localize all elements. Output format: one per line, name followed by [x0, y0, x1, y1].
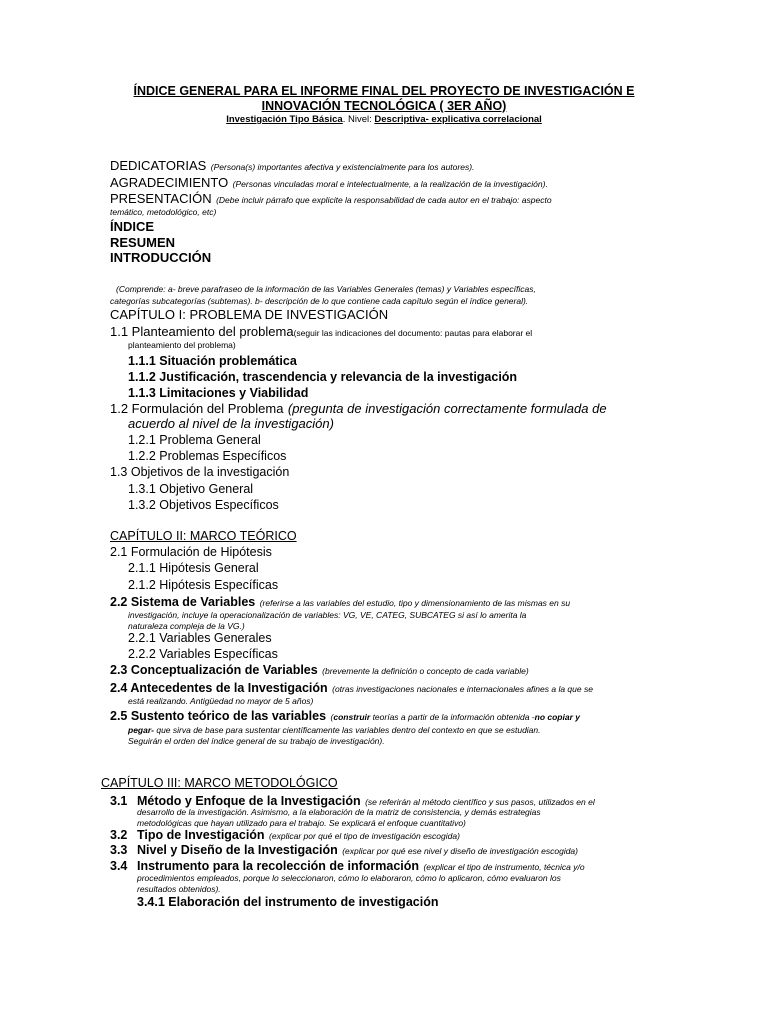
section-2-1: 2.1 Formulación de Hipótesis	[110, 545, 272, 559]
section-2-5-note-2: que sirva de base para sustentar científicamente las variables dentro del contexto en que se estudian.	[153, 725, 541, 735]
introduccion-note-2: categorías subcategorías (subtemas). b- descripción de lo que contiene cada capítulo según el índice general).	[110, 296, 529, 306]
section-2-5-note-nocopiar: no copiar y	[534, 712, 580, 722]
agradecimiento-heading: AGRADECIMIENTO	[110, 175, 229, 190]
section-2-4-note-2: está realizando. Antigüedad no mayor de 5 años)	[128, 696, 314, 706]
section-3-3	[110, 842, 578, 859]
section-3-1-note-1: (se referirán al método científico y sus pasos, utilizados en el	[365, 797, 595, 807]
section-2-5-note-pegar: pegar-	[128, 725, 154, 735]
introduccion-note-1: (Comprende: a- breve parafraseo de la información de las Variables Generales (temas) y Variables específicas,	[116, 284, 536, 294]
section-3-4-note-3: resultados obtenidos).	[137, 884, 221, 894]
section-2-1-2: 2.1.2 Hipótesis Específicas	[128, 578, 279, 592]
subtitle-level: Descriptiva- explicativa correlacional	[374, 114, 542, 125]
dedicatorias-note: (Persona(s) importantes afectiva y existencialmente para los autores).	[210, 162, 475, 172]
section-3-1-number: 3.1	[110, 794, 128, 808]
section-1-2-note-2: acuerdo al nivel de la investigación)	[128, 416, 334, 431]
section-2-3-heading: 2.3 Conceptualización de Variables	[110, 663, 318, 677]
chapter-3-title: CAPÍTULO III: MARCO METODOLÓGICO	[101, 776, 338, 790]
chapter-2-title: CAPÍTULO II: MARCO TEÓRICO	[110, 529, 297, 543]
section-3-4-heading: Instrumento para la recolección de información	[137, 859, 420, 873]
section-1-1-note-1: (seguir las indicaciones del documento: pautas para elaborar el	[293, 328, 533, 338]
section-2-4-heading: 2.4 Antecedentes de la Investigación	[110, 681, 328, 695]
section-2-3-note: (brevemente la definición o concepto de cada variable)	[322, 666, 529, 676]
section-2-3	[110, 662, 529, 679]
section-2-5-heading: 2.5 Sustento teórico de las variables	[110, 709, 327, 723]
introduccion-heading: INTRODUCCIÓN	[110, 250, 212, 265]
subtitle-separator: . Nivel:	[342, 114, 375, 125]
section-1-2-1: 1.2.1 Problema General	[128, 433, 261, 447]
section-2-1-1: 2.1.1 Hipótesis General	[128, 561, 259, 575]
section-1-2-note-1: (pregunta de investigación correctamente formulada de	[287, 401, 607, 416]
section-1-1-2: 1.1.2 Justificación, trascendencia y relevancia de la investigación	[128, 370, 518, 384]
dedicatorias-entry	[110, 158, 474, 175]
section-2-2-note-2: investigación, incluye la operacionalización de variables: VG, VE, CATEG, SUBCATEG si así lo amerita la	[128, 610, 527, 620]
section-1-1-note-2: planteamiento del problema)	[128, 340, 236, 350]
section-3-4-note-2: procedimientos empleados, porque lo seleccionaron, cómo lo elaboraron, cómo lo aplicaron, cómo evaluaron los	[137, 873, 561, 883]
section-3-2-note: (explicar por qué el tipo de investigación escogida)	[269, 831, 460, 841]
section-1-1-heading: 1.1 Planteamiento del problema	[110, 324, 294, 339]
section-3-3-heading: Nivel y Diseño de la Investigación	[137, 843, 338, 857]
section-3-2-heading: Tipo de Investigación	[137, 828, 265, 842]
section-3-3-note: (explicar por qué ese nivel y diseño de investigación escogida)	[342, 846, 578, 856]
section-2-5-note-construir: construir	[333, 712, 371, 722]
presentacion-heading: PRESENTACIÓN	[110, 191, 212, 206]
section-1-3-1: 1.3.1 Objetivo General	[128, 482, 254, 496]
agradecimiento-note: (Personas vinculadas moral e intelectualmente, a la realización de la investigación).	[232, 179, 548, 189]
section-2-2-heading: 2.2 Sistema de Variables	[110, 595, 256, 609]
dedicatorias-heading: DEDICATORIAS	[110, 158, 207, 173]
section-2-5-note-3: Seguirán el orden del índice general de su trabajo de investigación).	[128, 736, 385, 746]
section-2-2-1: 2.2.1 Variables Generales	[128, 631, 272, 645]
section-3-4-note-1: (explicar el tipo de instrumento, técnica y/o	[423, 862, 585, 872]
agradecimiento-entry	[110, 175, 548, 192]
section-2-5-note-open: (	[330, 712, 334, 722]
section-2-2-2: 2.2.2 Variables Específicas	[128, 647, 278, 661]
section-3-1-note-2: desarrollo de la investigación. Asimismo, a la elaboración de la matriz de consistencia, y demás estrategias	[137, 807, 541, 817]
section-3-4-number: 3.4	[110, 859, 128, 873]
section-1-2-heading: 1.2 Formulación del Problema	[110, 401, 284, 416]
chapter-1-title: CAPÍTULO I: PROBLEMA DE INVESTIGACIÓN	[110, 307, 389, 322]
section-2-4-note-1: (otras investigaciones nacionales e internacionales afines a la que se	[332, 684, 593, 694]
document-subtitle	[80, 114, 688, 126]
section-2-5-note-text: teorías a partir de la información obtenida -	[370, 712, 535, 722]
section-3-1-note-3: metodológicas que hayan utilizado para el trabajo. Se explicará el enfoque cuantitativo)	[137, 818, 466, 828]
section-1-2	[110, 401, 607, 417]
section-1-2-2: 1.2.2 Problemas Específicos	[128, 449, 287, 463]
section-2-2-note-3: naturaleza compleja de la VG.)	[128, 621, 245, 631]
document-title-line-2: INNOVACIÓN TECNOLÓGICA ( 3ER AÑO)	[261, 99, 507, 113]
presentacion-note-2: temático, metodológico, etc)	[110, 207, 217, 217]
section-3-4-1: 3.4.1 Elaboración del instrumento de investigación	[137, 895, 439, 909]
section-2-2-note-1: (referirse a las variables del estudio, tipo y dimensionamiento de las mismas en su	[259, 598, 571, 608]
presentacion-note-1: (Debe incluir párrafo que explicite la responsabilidad de cada autor en el trabajo: aspecto	[216, 195, 552, 205]
section-1-1-3: 1.1.3 Limitaciones y Viabilidad	[128, 386, 309, 400]
section-3-1-heading: Método y Enfoque de la Investigación	[137, 794, 361, 808]
section-1-3: 1.3 Objetivos de la investigación	[110, 465, 290, 479]
document-title-line-1: ÍNDICE GENERAL PARA EL INFORME FINAL DEL PROYECTO DE INVESTIGACIÓN E	[133, 84, 635, 98]
section-1-1-1: 1.1.1 Situación problemática	[128, 354, 297, 368]
subtitle-type: Investigación Tipo Básica	[226, 114, 343, 125]
resumen-heading: RESUMEN	[110, 235, 176, 250]
section-3-3-number: 3.3	[110, 843, 128, 857]
section-1-3-2: 1.3.2 Objetivos Específicos	[128, 498, 279, 512]
indice-heading: ÍNDICE	[110, 219, 155, 234]
section-3-2-number: 3.2	[110, 828, 128, 842]
